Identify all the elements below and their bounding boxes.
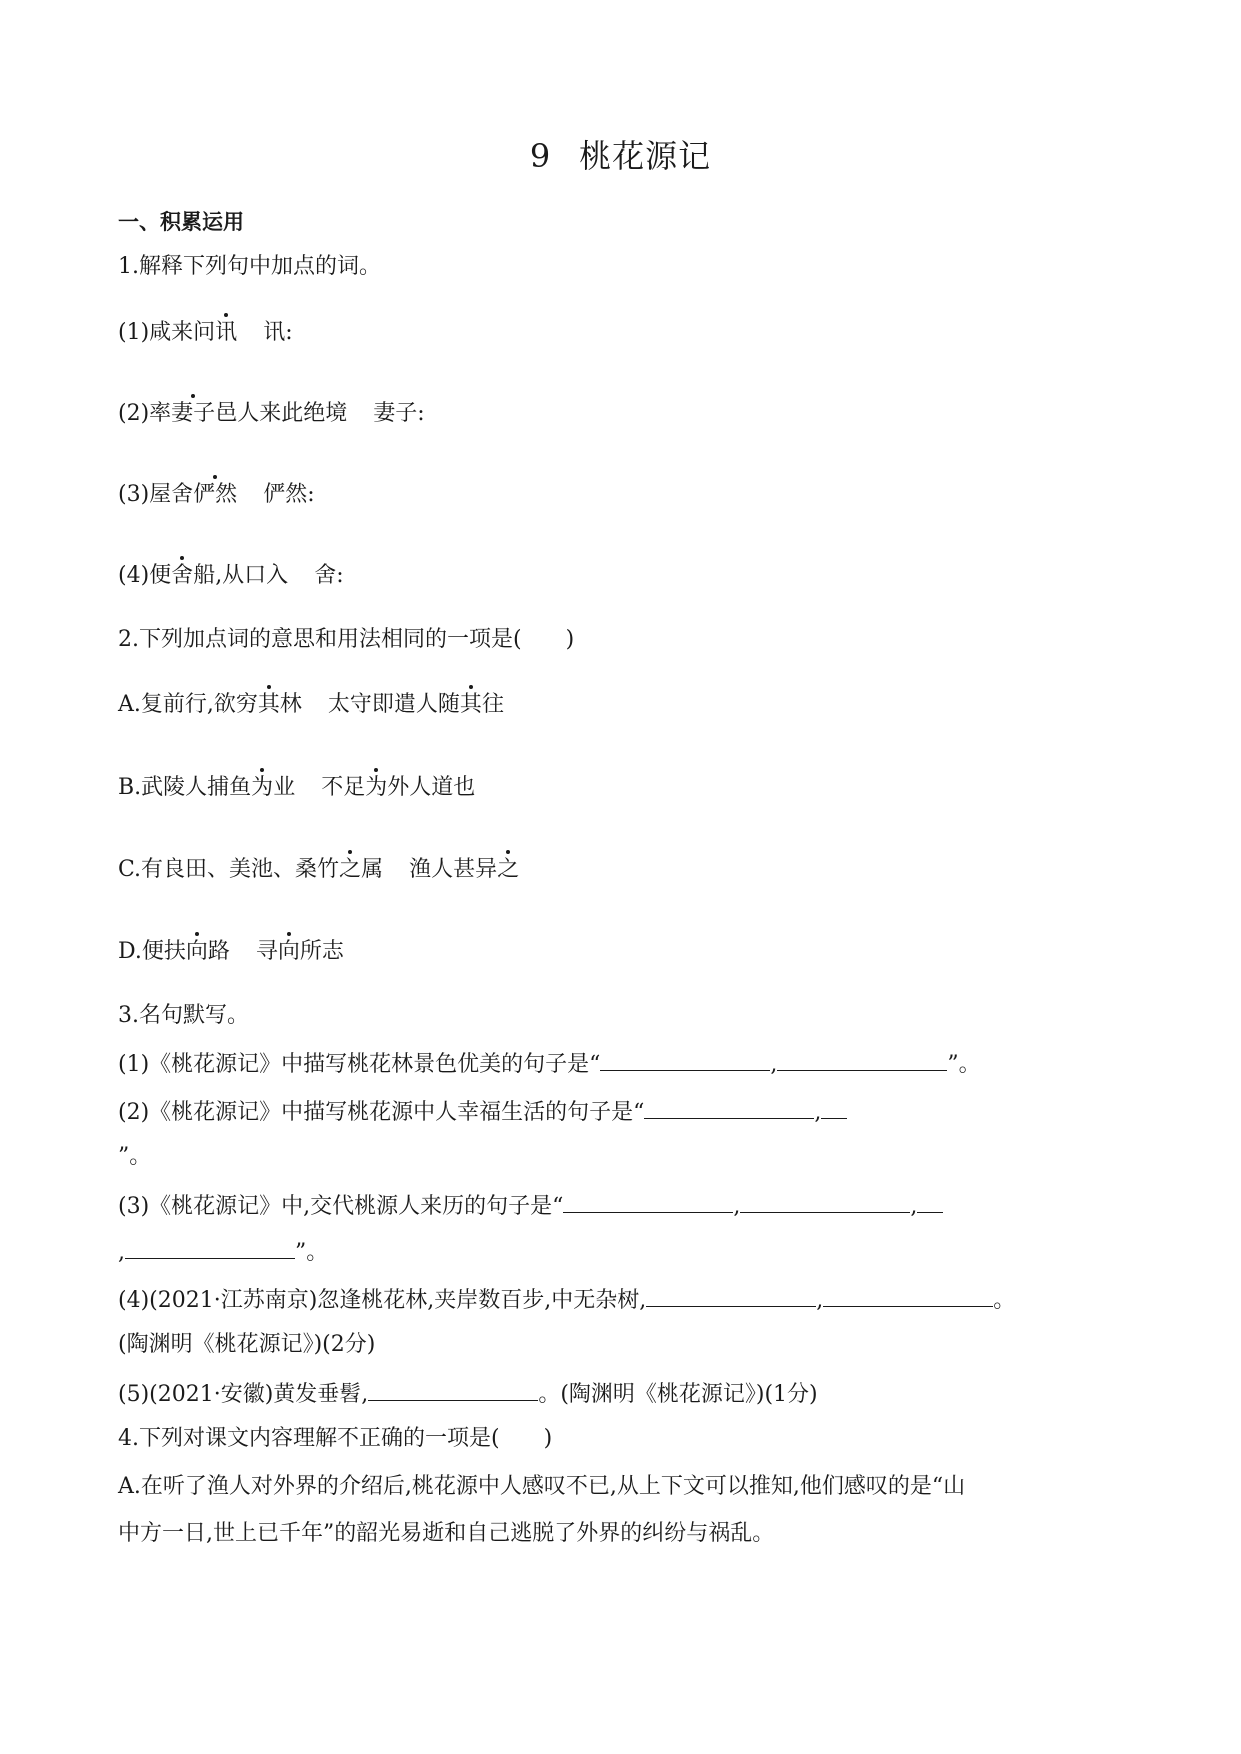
answer-blank[interactable] — [823, 1284, 993, 1307]
q4-stem: 4.下列对课文内容理解不正确的一项是( ) — [118, 1426, 553, 1451]
q2-option-c: C.有良田、美池、桑竹之属 渔人甚异之 — [118, 857, 520, 882]
q2-option-b: B.武陵人捕鱼为业 不足为外人道也 — [118, 775, 476, 800]
answer-blank[interactable] — [368, 1378, 538, 1401]
q1-stem: 1.解释下列句中加点的词。 — [118, 254, 381, 279]
q2-option-a: A.复前行,欲穷其林 太守即遣人随其往 — [118, 692, 504, 717]
q3-item-2-end: ”。 — [118, 1144, 152, 1169]
q1-item-1: (1)咸来问讯 讯: — [118, 320, 293, 345]
answer-blank[interactable] — [646, 1284, 816, 1307]
answer-blank[interactable] — [125, 1236, 295, 1259]
q1-item-2-target: 妻子: — [373, 401, 425, 426]
q1-item-3: (3)屋舍俨然 俨然: — [118, 482, 315, 507]
q3-item-3: (3)《桃花源记》中,交代桃源人来历的句子是“ , , — [118, 1190, 943, 1222]
q3-item-4: (4)(2021·江苏南京)忽逢桃花林,夹岸数百步,中无杂树, , 。 — [118, 1284, 1015, 1316]
q3-item-3-cont: , ”。 — [118, 1236, 328, 1268]
lesson-name: 桃花源记 — [579, 137, 712, 175]
q4-option-a-line2: 中方一日,世上已千年”的韶光易逝和自己逃脱了外界的纠纷与祸乱。 — [118, 1521, 775, 1546]
answer-blank[interactable] — [821, 1096, 847, 1119]
q1-item-1-target: 讯: — [263, 320, 293, 345]
answer-blank[interactable] — [777, 1048, 947, 1071]
q2-stem: 2.下列加点词的意思和用法相同的一项是( ) — [118, 627, 575, 652]
dotted-word: 讯 — [215, 320, 238, 345]
q1-item-2: (2)率妻子邑人来此绝境 妻子: — [118, 401, 425, 426]
q1-item-4: (4)便舍船,从口入 舍: — [118, 563, 344, 588]
q3-item-2: (2)《桃花源记》中描写桃花源中人幸福生活的句子是“ , — [118, 1096, 847, 1128]
answer-blank[interactable] — [917, 1190, 943, 1213]
dotted-word: 妻子 — [171, 401, 216, 426]
q3-item-4-source: (陶渊明《桃花源记》)(2分) — [118, 1332, 376, 1357]
q3-item-5: (5)(2021·安徽)黄发垂髫, 。(陶渊明《桃花源记》)(1分) — [118, 1378, 818, 1410]
dotted-word: 舍 — [171, 563, 194, 588]
dotted-word: 俨然 — [193, 482, 238, 507]
q4-option-a-line1: A.在听了渔人对外界的介绍后,桃花源中人感叹不已,从上下文可以推知,他们感叹的是“山 — [118, 1474, 966, 1499]
section-heading: 一、积累运用 — [118, 210, 244, 234]
answer-blank[interactable] — [600, 1048, 770, 1071]
lesson-title — [0, 131, 1241, 177]
q1-item-3-target: 俨然: — [263, 482, 315, 507]
q2-option-d: D.便扶向路 寻向所志 — [118, 939, 344, 964]
answer-blank[interactable] — [563, 1190, 733, 1213]
lesson-number: 9 — [529, 137, 552, 175]
q1-item-4-target: 舍: — [314, 563, 344, 588]
q3-stem: 3.名句默写。 — [118, 1003, 249, 1028]
q3-item-1: (1)《桃花源记》中描写桃花林景色优美的句子是“ , ”。 — [118, 1048, 981, 1080]
answer-blank[interactable] — [644, 1096, 814, 1119]
answer-blank[interactable] — [740, 1190, 910, 1213]
